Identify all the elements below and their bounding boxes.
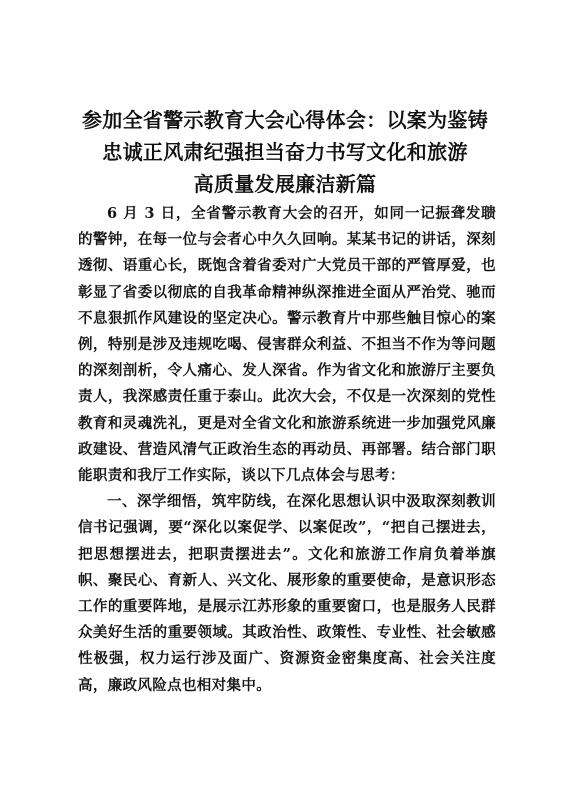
title-line-2: 忠诚正风肃纪强担当奋力书写文化和旅游 xyxy=(102,140,468,164)
document-body xyxy=(78,201,496,699)
title-line-1: 参加全省警示教育大会心得体会：以案为鉴铸 xyxy=(82,108,488,132)
title-line-3: 高质量发展廉洁新篇 xyxy=(193,172,377,196)
document-title xyxy=(60,104,510,200)
body-paragraph-intro: 6 月 3 日，全省警示教育大会的召开，如同一记振聋发聩的警钟，在每一位与会者心中久久回响。某某书记的讲话，深刻透彻、语重心长，既饱含着省委对广大党员干部的严管厚爱，也彰显了省委以彻底的自我革命精神纵深推进全面从严治党、驰而不息狠抓作风建设的坚定决心。警示教育片中那些触目惊心的案例，特别是涉及违规吃喝、侵害群众利益、不担当不作为等问题的深刻剖析，令人痛心、发人深省。作为省文化和旅游厅主要负责人，我深感责任重于泰山。此次大会，不仅是一次深刻的党性教育和灵魂洗礼，更是对全省文化和旅游系统进一步加强党风廉政建设、营造风清气正政治生态的再动员、再部署。结合部门职能职责和我厅工作实际，谈以下几点体会与思考： xyxy=(78,205,496,485)
body-paragraph-section-one: 一、深学细悟，筑牢防线，在深化思想认识中汲取深刻教训信书记强调，要“深化以案促学、以案促改”，“把自己摆进去，把思想摆进去，把职责摆进去”。文化和旅游工作肩负着举旗帜、聚民心、育新人、兴文化、展形象的重要使命，是意识形态工作的重要阵地，是展示江苏形象的重要窗口，也是服务人民群众美好生活的重要领域。其政治性、政策性、专业性、社会敏感性极强，权力运行涉及面广、资源资金密集度高、社会关注度高，廉政风险点也相对集中。 xyxy=(78,493,496,694)
